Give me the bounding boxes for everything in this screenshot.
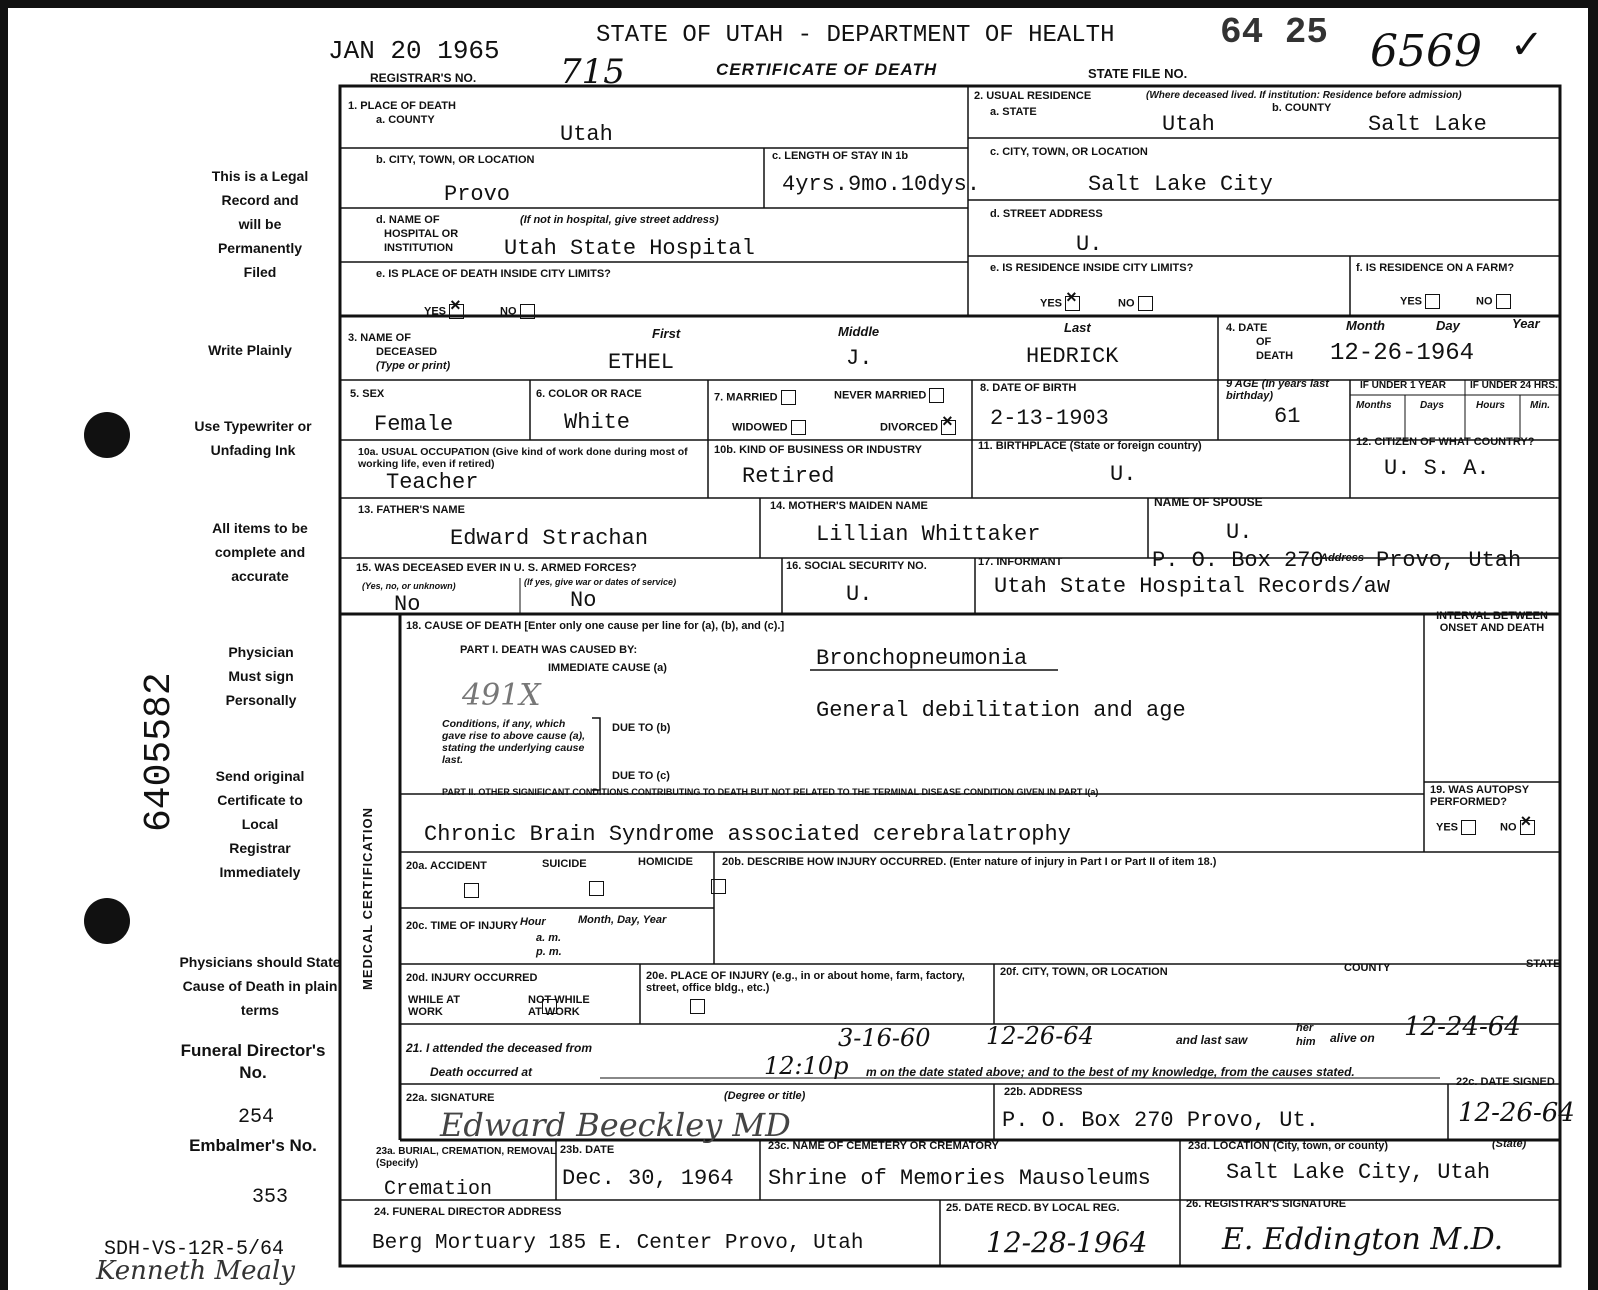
check-mark: ✓: [1510, 23, 1544, 67]
registrar-no-label: REGISTRAR'S NO.: [370, 71, 477, 85]
f1b-label: b. CITY, TOWN, OR LOCATION: [376, 154, 535, 166]
informant-city: Provo, Utah: [1376, 548, 1522, 573]
f3-first-label: First: [652, 326, 681, 341]
f1c-label: c. LENGTH OF STAY IN 1b: [772, 150, 909, 162]
f2f-no-label: NO: [1476, 295, 1493, 308]
f19-yes-label: YES: [1436, 821, 1459, 834]
f2-label: 2. USUAL RESIDENCE: [974, 90, 1092, 102]
not-while-at-work-checkbox[interactable]: [690, 999, 705, 1014]
f21-her: her: [1296, 1022, 1314, 1034]
f16-label: 16. SOCIAL SECURITY NO.: [786, 560, 927, 572]
f1e-yes: [424, 304, 464, 319]
registrar-no: 715: [560, 52, 625, 92]
f22c-label: 22c. DATE SIGNED: [1456, 1076, 1555, 1088]
f23b-label: 23b. DATE: [560, 1144, 615, 1156]
f2e-no-label: NO: [1118, 297, 1135, 310]
immediate-cause: Bronchopneumonia: [816, 646, 1028, 671]
f7-divorced-label: DIVORCED: [880, 421, 939, 434]
f23a-label: 23a. BURIAL, CREMATION, REMOVAL (Specify): [376, 1146, 557, 1169]
residence-city: Salt Lake City: [1088, 172, 1273, 197]
certificate-title: CERTIFICATE OF DEATH: [716, 60, 938, 79]
f14-label: 14. MOTHER'S MAIDEN NAME: [770, 500, 928, 512]
f7-married: [714, 390, 796, 405]
f18-due-b: DUE TO (b): [612, 722, 671, 734]
date-of-death: 12-26-1964: [1330, 340, 1475, 367]
f1e-no-label: NO: [500, 305, 517, 318]
death-county: Utah: [560, 122, 613, 147]
f6-label: 6. COLOR OR RACE: [536, 388, 642, 400]
f2-note: (Where deceased lived. If institution: Residence before admission): [1146, 90, 1462, 101]
spouse-name: U.: [1226, 520, 1253, 545]
f2f-yes: [1400, 294, 1440, 309]
f3-label-2: DECEASED: [376, 346, 438, 358]
f18-due-c: DUE TO (c): [612, 770, 670, 782]
form-number: SDH-VS-12R-5/64: [104, 1238, 285, 1261]
f9-label: 9 AGE (In years last birthday): [1226, 378, 1329, 402]
suicide-checkbox[interactable]: [589, 881, 604, 896]
never-married-checkbox[interactable]: [929, 388, 944, 403]
sex: Female: [374, 412, 454, 437]
f1d-label-2: HOSPITAL OR: [384, 228, 459, 240]
f7-married-label: 7. MARRIED: [714, 391, 778, 404]
f2a-label: a. STATE: [990, 106, 1037, 118]
disposition-date: Dec. 30, 1964: [562, 1166, 734, 1191]
f4-year-label: Year: [1512, 316, 1540, 331]
cause-code: 491X: [462, 678, 541, 713]
f19-no-label: NO: [1500, 821, 1517, 834]
armed-forces: No: [394, 592, 421, 617]
last-seen-alive-date: 12-24-64: [1404, 1012, 1521, 1042]
f1e-no-checkbox[interactable]: [520, 304, 535, 319]
residence-street: U.: [1076, 232, 1103, 257]
f4-label-1: 4. DATE: [1226, 322, 1268, 334]
f21-alive-on: alive on: [1330, 1031, 1375, 1045]
homicide-checkbox[interactable]: [711, 879, 726, 894]
f20-homicide-label: HOMICIDE: [638, 856, 693, 868]
f24-label: 24. FUNERAL DIRECTOR ADDRESS: [374, 1206, 562, 1218]
attended-to: 12-26-64: [986, 1022, 1094, 1050]
punch-hole-bottom: [84, 898, 130, 944]
f7-divorced: [880, 420, 956, 435]
birthplace: U.: [1110, 462, 1137, 487]
physician-address: P. O. Box 270 Provo, Ut.: [1002, 1108, 1319, 1133]
f4-month-label: Month: [1346, 318, 1385, 333]
divorced-checkbox[interactable]: [941, 420, 956, 435]
time-of-death: 12:10p: [764, 1052, 849, 1080]
date-received: 12-28-1964: [986, 1226, 1148, 1259]
document-title: STATE OF UTAH - DEPARTMENT OF HEALTH: [596, 22, 1115, 49]
informant-name: Utah State Hospital Records/aw: [994, 574, 1391, 599]
f18-interval-label: INTERVAL BETWEEN ONSET AND DEATH: [1436, 610, 1548, 634]
physician-signature: Edward Beeckley MD: [440, 1106, 791, 1144]
mother-maiden-name: Lillian Whittaker: [816, 522, 1041, 547]
physician-note: Physician Must sign Personally: [225, 644, 297, 708]
married-checkbox[interactable]: [781, 390, 796, 405]
f20c-label: 20c. TIME OF INJURY: [406, 920, 519, 932]
f1-label: 1. PLACE OF DEATH: [348, 100, 456, 112]
f2e-no: [1118, 296, 1153, 311]
f5-label: 5. SEX: [350, 388, 385, 400]
f2e-label: e. IS RESIDENCE INSIDE CITY LIMITS?: [990, 262, 1194, 274]
f21-tail: m on the date stated above; and to the best of my knowledge, from the causes stated.: [866, 1065, 1355, 1079]
f19-label: 19. WAS AUTOPSY PERFORMED?: [1430, 784, 1529, 808]
funeral-director-label: Funeral Director's No.: [180, 1041, 326, 1082]
f12-label: 12. CITIZEN OF WHAT COUNTRY?: [1356, 436, 1535, 448]
f20b-label: 20b. DESCRIBE HOW INJURY OCCURRED. (Enter nature of injury in Part I or Part II of item 18.): [722, 856, 1217, 868]
f7-widowed: [732, 420, 806, 435]
f9-under1: IF UNDER 1 YEAR: [1360, 380, 1446, 391]
f15-sub1: (Yes, no, or unknown): [362, 581, 456, 591]
social-security-no: U.: [846, 582, 873, 607]
f15-label: 15. WAS DECEASED EVER IN U. S. ARMED FORCES?: [356, 562, 637, 574]
father-name: Edward Strachan: [450, 526, 649, 551]
f1e-yes-label: YES: [424, 305, 447, 318]
cause-plain-note: Physicians should State Cause of Death in plain terms: [179, 954, 341, 1018]
typewriter-note: Use Typewriter or Unfading Ink: [194, 418, 312, 458]
f26-label: 26. REGISTRAR'S SIGNATURE: [1186, 1198, 1347, 1210]
length-of-stay: 4yrs.9mo.10dys.: [782, 172, 981, 197]
f23d-state-label: (State): [1492, 1138, 1527, 1150]
f1d-label-3: INSTITUTION: [384, 242, 454, 254]
autopsy-yes-checkbox[interactable]: [1461, 820, 1476, 835]
widowed-checkbox[interactable]: [791, 420, 806, 435]
f2b-label: b. COUNTY: [1272, 102, 1332, 114]
f3-middle-label: Middle: [838, 324, 880, 339]
f22a-degree: (Degree or title): [724, 1090, 806, 1102]
f1e-label: e. IS PLACE OF DEATH INSIDE CITY LIMITS?: [376, 268, 611, 280]
funeral-director-signature: Kenneth Mealy: [96, 1256, 295, 1286]
date-signed: 12-26-64: [1458, 1098, 1575, 1128]
f23d-label: 23d. LOCATION (City, town, or county): [1188, 1140, 1389, 1152]
f4-label-3: DEATH: [1256, 350, 1294, 362]
f2d-label: d. STREET ADDRESS: [990, 208, 1103, 220]
deceased-first-name: ETHEL: [608, 350, 675, 375]
f2e-yes-label: YES: [1040, 297, 1063, 310]
death-city: Provo: [444, 182, 511, 207]
f18-label: 18. CAUSE OF DEATH [Enter only one cause per line for (a), (b), and (c).]: [406, 620, 785, 632]
f2e-no-checkbox[interactable]: [1138, 296, 1153, 311]
f18-part1: PART I. DEATH WAS CAUSED BY:: [460, 644, 638, 656]
f2f-yes-label: YES: [1400, 295, 1423, 308]
f19-yes: [1436, 820, 1476, 835]
f23c-label: 23c. NAME OF CEMETERY OR CREMATORY: [768, 1140, 999, 1152]
funeral-director: Berg Mortuary 185 E. Center Provo, Utah: [372, 1232, 864, 1255]
f10a-label: 10a. USUAL OCCUPATION (Give kind of work done during most of working life, even if retired): [358, 446, 688, 470]
f20f-state: STATE: [1526, 958, 1561, 970]
registrar-signature: E. Eddington M.D.: [1222, 1222, 1504, 1257]
f13-label: 13. FATHER'S NAME: [358, 504, 465, 516]
f9-min: Min.: [1530, 400, 1550, 411]
f18-immediate: IMMEDIATE CAUSE (a): [548, 662, 667, 674]
f22b-label: 22b. ADDRESS: [1004, 1086, 1083, 1098]
f1a-label: a. COUNTY: [376, 114, 435, 126]
f2f-yes-checkbox[interactable]: [1425, 294, 1440, 309]
f20d-not-while-label: NOT WHILE AT WORK: [528, 994, 590, 1018]
citizenship: U. S. A.: [1384, 456, 1490, 481]
f18-part2: PART II. OTHER SIGNIFICANT CONDITIONS CONTRIBUTING TO DEATH BUT NOT RELATED TO THE TERMINAL DISEASE CONDITION GIVEN IN PART I(a): [442, 787, 1099, 797]
punch-hole-top: [84, 412, 130, 458]
spouse-label: NAME OF SPOUSE: [1154, 495, 1263, 509]
f11-label: 11. BIRTHPLACE (State or foreign country): [978, 440, 1202, 452]
f21-last-saw: and last saw: [1176, 1033, 1248, 1047]
f20c-mdy: Month, Day, Year: [578, 914, 667, 926]
f20c-pm: p. m.: [536, 946, 562, 958]
f20a-label: 20a. ACCIDENT: [406, 860, 487, 872]
f7-widowed-label: WIDOWED: [732, 421, 788, 434]
f20d-label: 20d. INJURY OCCURRED: [406, 972, 538, 984]
f2f-no-checkbox[interactable]: [1496, 294, 1511, 309]
f2e-yes-checkbox[interactable]: [1065, 296, 1080, 311]
f9-hours: Hours: [1476, 400, 1505, 411]
cemetery-name: Shrine of Memories Mausoleums: [768, 1166, 1151, 1191]
f1e-no: [500, 304, 535, 319]
usual-occupation: Teacher: [386, 470, 479, 495]
funeral-director-no: 254: [238, 1106, 275, 1129]
write-plainly-note: Write Plainly: [208, 342, 292, 358]
f9-months: Months: [1356, 400, 1392, 411]
age: 61: [1274, 404, 1301, 429]
f2c-label: c. CITY, TOWN, OR LOCATION: [990, 146, 1148, 158]
send-original-note: Send original Certificate to Local Registrar Immediately: [215, 768, 305, 880]
f20-suicide-label: SUICIDE: [542, 858, 587, 870]
f1d-note: (If not in hospital, give street address): [520, 214, 719, 226]
f22a-label: 22a. SIGNATURE: [406, 1092, 495, 1104]
f21-him: him: [1296, 1036, 1316, 1048]
informant-address: P. O. Box 270: [1152, 548, 1324, 573]
f8-label: 8. DATE OF BIRTH: [980, 382, 1077, 394]
f2f-no: [1476, 294, 1511, 309]
f20f-label: 20f. CITY, TOWN, OR LOCATION: [1000, 966, 1168, 978]
f2f-label: f. IS RESIDENCE ON A FARM?: [1356, 262, 1515, 274]
f1d-label-1: d. NAME OF: [376, 214, 440, 226]
f20e-label: 20e. PLACE OF INJURY (e.g., in or about home, farm, factory, street, office bldg., etc.): [646, 970, 965, 994]
deceased-middle-name: J.: [846, 346, 873, 371]
residence-county: Salt Lake: [1368, 112, 1487, 137]
legal-record-note: This is a Legal Record and will be Permanently Filed: [211, 168, 309, 280]
f21-attended-label: 21. I attended the deceased from: [406, 1041, 593, 1055]
f1e-yes-checkbox[interactable]: [449, 304, 464, 319]
f3-last-label: Last: [1064, 320, 1091, 335]
deceased-last-name: HEDRICK: [1026, 344, 1119, 369]
attended-from: 3-16-60: [838, 1024, 931, 1052]
f7-never-label: NEVER MARRIED: [834, 389, 927, 402]
f17-address-label: Address: [1320, 552, 1365, 564]
f25-label: 25. DATE RECD. BY LOCAL REG.: [946, 1202, 1120, 1214]
f20c-hour: Hour: [520, 916, 546, 928]
f7-never: [834, 388, 944, 403]
hospital-name: Utah State Hospital: [504, 236, 755, 261]
armed-forces-service: No: [570, 588, 597, 613]
received-date-stamp: JAN 20 1965: [328, 36, 500, 66]
f21-death-occurred: Death occurred at: [430, 1065, 533, 1079]
file-code: 64 25: [1220, 12, 1329, 53]
f9-days: Days: [1420, 400, 1444, 411]
accident-checkbox[interactable]: [464, 883, 479, 898]
embalmer-no: 353: [252, 1186, 289, 1209]
f15-sub2: (If yes, give war or dates of service): [524, 577, 677, 587]
f3-label-3: (Type or print): [376, 360, 451, 372]
vertical-certificate-number: 6405582: [138, 672, 181, 832]
disposition: Cremation: [384, 1178, 493, 1201]
date-of-birth: 2-13-1903: [990, 406, 1109, 431]
state-file-label: STATE FILE NO.: [1088, 66, 1188, 81]
f20c-am: a. m.: [536, 932, 562, 944]
f18-conditions-note: Conditions, if any, which gave rise to above cause (a), stating the underlying cause last.: [442, 718, 585, 766]
complete-note: All items to be complete and accurate: [212, 520, 308, 584]
autopsy-no-checkbox[interactable]: [1520, 820, 1535, 835]
f3-label-1: 3. NAME OF: [348, 332, 411, 344]
f10b-label: 10b. KIND OF BUSINESS OR INDUSTRY: [714, 444, 923, 456]
other-conditions: Chronic Brain Syndrome associated cerebralatrophy: [424, 822, 1071, 847]
embalmer-label: Embalmer's No.: [189, 1136, 317, 1155]
residence-state: Utah: [1162, 112, 1215, 137]
f20f-county: COUNTY: [1344, 962, 1391, 974]
cemetery-location: Salt Lake City, Utah: [1226, 1160, 1491, 1185]
color-or-race: White: [564, 410, 631, 435]
f17-label: 17. INFORMANT: [978, 556, 1063, 568]
f20d-while-label: WHILE AT WORK: [408, 994, 460, 1018]
f4-day-label: Day: [1436, 318, 1460, 333]
kind-of-business: Retired: [742, 464, 835, 489]
f19-no: [1500, 820, 1535, 835]
medical-certification-label: MEDICAL CERTIFICATION: [360, 806, 375, 990]
f9-under24: IF UNDER 24 HRS.: [1470, 380, 1558, 391]
f4-label-2: OF: [1256, 336, 1272, 348]
handwritten-file-number: 6569: [1370, 26, 1482, 77]
cause-due-to-b: General debilitation and age: [816, 698, 1186, 723]
f2e-yes: [1040, 296, 1080, 311]
